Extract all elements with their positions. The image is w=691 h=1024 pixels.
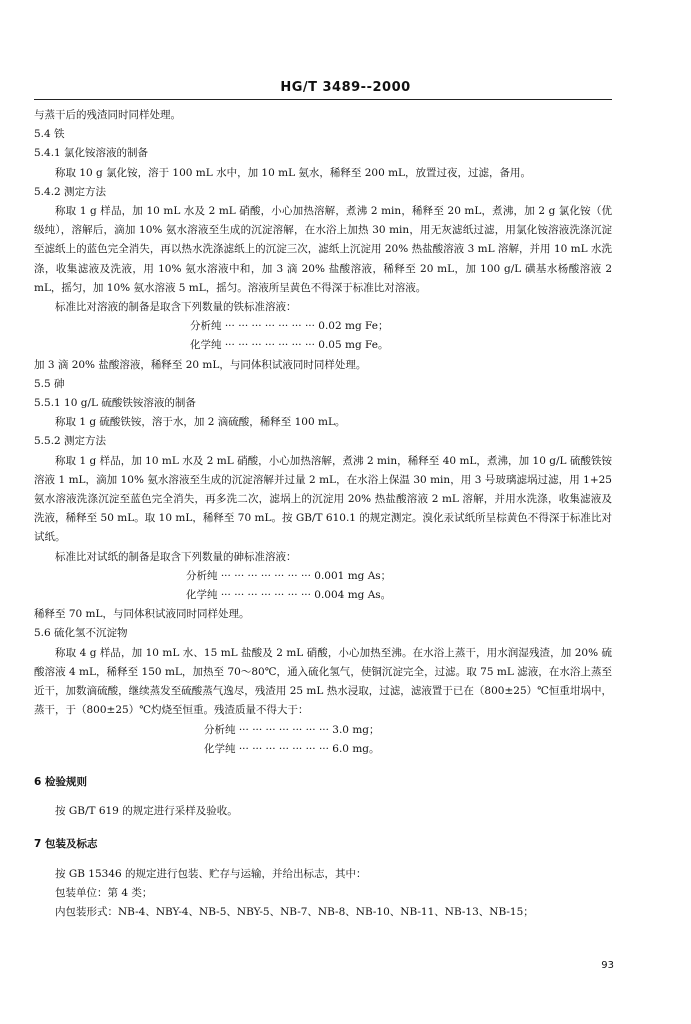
paragraph-iron-standard-treat: 加 3 滴 20% 盐酸溶液，稀释至 20 mL，与同体积试液同时同样处理。 <box>34 358 367 371</box>
section-heading-5-4-2: 5.4.2 测定方法 <box>34 185 107 198</box>
paragraph-ammonium-chloride-prep: 称取 10 g 氯化铵，溶于 100 mL 水中，加 10 mL 氨水，稀释至 200 mL，放置过夜，过滤，备用。 <box>55 166 532 179</box>
paragraph-inner-packaging: 内包装形式：NB-4、NBY-4、NB-5、NBY-5、NB-7、NB-8、NB-10、NB-11、NB-13、NB-15； <box>55 905 534 918</box>
paragraph-packaging: 按 GB 15346 的规定进行包装、贮存与运输，并给出标志，其中： <box>55 867 367 880</box>
paragraph-iron-method: 称取 1 g 样品，加 10 mL 水及 2 mL 硝酸，小心加热溶解，煮沸 2 min，稀释至 20 mL，煮沸，加 2 g 氯化铵（优级纯），溶解后，滴加 10% 氨水溶液至生成的沉淀溶解，在水浴上加热 30 min，用无灰滤纸过滤，用氯化铵溶液洗涤沉淀至滤纸上的蓝色完全消失，再以热水洗涤滤纸上的沉淀三次，滤纸上沉淀用 20% 热盐酸溶液 3 mL 溶解，并用 10 mL 水洗涤，收集滤液及洗液，用 10% 氨水溶液中和，加 3 滴 20% 盐酸溶液，稀释至 20 mL，加 100 g/L 磺基水杨酸溶液 2 mL，摇匀，加 10% 氨水溶液 5 mL，摇匀。溶液所呈黄色不得深于标准比对溶液。 <box>34 205 612 294</box>
section-heading-5-6: 5.6 硫化氢不沉淀物 <box>34 627 128 640</box>
section-heading-5-4: 5.4 铁 <box>34 128 65 141</box>
paragraph-inspection-rules: 按 GB/T 619 的规定进行采样及验收。 <box>55 805 238 818</box>
iron-limit-analytical: 分析纯 ··· ··· ··· ··· ··· ··· ··· 0.02 mg Fe； <box>190 320 389 333</box>
paragraph-iron-standard-intro: 标准比对溶液的制备是取含下列数量的铁标准溶液： <box>55 301 297 314</box>
arsenic-limit-chemical: 化学纯 ··· ··· ··· ··· ··· ··· ··· 0.004 mg As。 <box>186 589 392 602</box>
paragraph-arsenic-method: 称取 1 g 样品，加 10 mL 水及 2 mL 硝酸，小心加热溶解，煮沸 2 min，稀释至 40 mL，煮沸，加 10 g/L 硫酸铁铵溶液 1 mL，滴加 10% 氨水溶液至生成的沉淀溶解并过量 2 mL，在水浴上保温 30 min，用 3 号玻璃滤埚过滤，用 1+25 氨水溶液洗涤沉淀至蓝色完全消失，再多洗二次，滤埚上的沉淀用 20% 热盐酸溶液 2 mL 溶解，并用水洗涤，收集滤液及洗液，稀释至 50 mL。取 10 mL，稀释至 70 mL。按 GB/T 610.1 的规定测定。溴化汞试纸所呈棕黄色不得深于标准比对试纸。 <box>34 454 612 544</box>
standard-code-header: HG/T 3489--2000 <box>280 80 411 95</box>
page-number: 93 <box>601 960 614 971</box>
paragraph-continuation: 与蒸干后的残渣同时同样处理。 <box>34 109 181 121</box>
section-heading-6: 6 检验规则 <box>34 775 87 788</box>
section-heading-5-5-2: 5.5.2 测定方法 <box>34 435 107 448</box>
arsenic-limit-analytical: 分析纯 ··· ··· ··· ··· ··· ··· ··· 0.001 mg As； <box>186 569 392 582</box>
paragraph-arsenic-standard-intro: 标准比对试纸的制备是取含下列数量的砷标准溶液： <box>55 550 297 563</box>
header-divider <box>34 99 612 100</box>
paragraph-h2s-method: 称取 4 g 样品，加 10 mL 水、15 mL 盐酸及 2 mL 硝酸，小心加热至沸。在水浴上蒸干，用水润湿残渣，加 20% 硫酸溶液 4 mL，稀释至 150 mL，加热至 70～80℃，通入硫化氢气，使铜沉淀完全，过滤。取 75 mL 滤液，在水浴上蒸至近干，加数滴硫酸，继续蒸发至硫酸蒸气逸尽，残渣用 25 mL 热水浸取，过滤，滤液置于已在（800±25）℃恒重坩埚中，蒸干，于（800±25）℃灼烧至恒重。残渣质量不得大于： <box>34 646 612 717</box>
section-heading-5-4-1: 5.4.1 氯化铵溶液的制备 <box>34 147 149 160</box>
section-heading-7: 7 包装及标志 <box>34 838 98 851</box>
paragraph-packaging-unit: 包装单位：第 4 类； <box>55 886 153 899</box>
paragraph-arsenic-standard-treat: 稀释至 70 mL，与同体积试液同时同样处理。 <box>34 608 250 621</box>
section-heading-5-5-1: 5.5.1 10 g/L 硫酸铁铵溶液的制备 <box>34 397 196 410</box>
section-heading-5-5: 5.5 砷 <box>34 377 65 390</box>
document-body <box>34 106 612 922</box>
iron-limit-chemical: 化学纯 ··· ··· ··· ··· ··· ··· ··· 0.05 mg Fe。 <box>190 339 389 352</box>
residue-limit-analytical: 分析纯 ··· ··· ··· ··· ··· ··· ··· 3.0 mg； <box>204 723 380 736</box>
residue-limit-chemical: 化学纯 ··· ··· ··· ··· ··· ··· ··· 6.0 mg。 <box>204 742 380 755</box>
paragraph-ferric-ammonium-prep: 称取 1 g 硫酸铁铵，溶于水，加 2 滴硫酸，稀释至 100 mL。 <box>55 416 346 429</box>
